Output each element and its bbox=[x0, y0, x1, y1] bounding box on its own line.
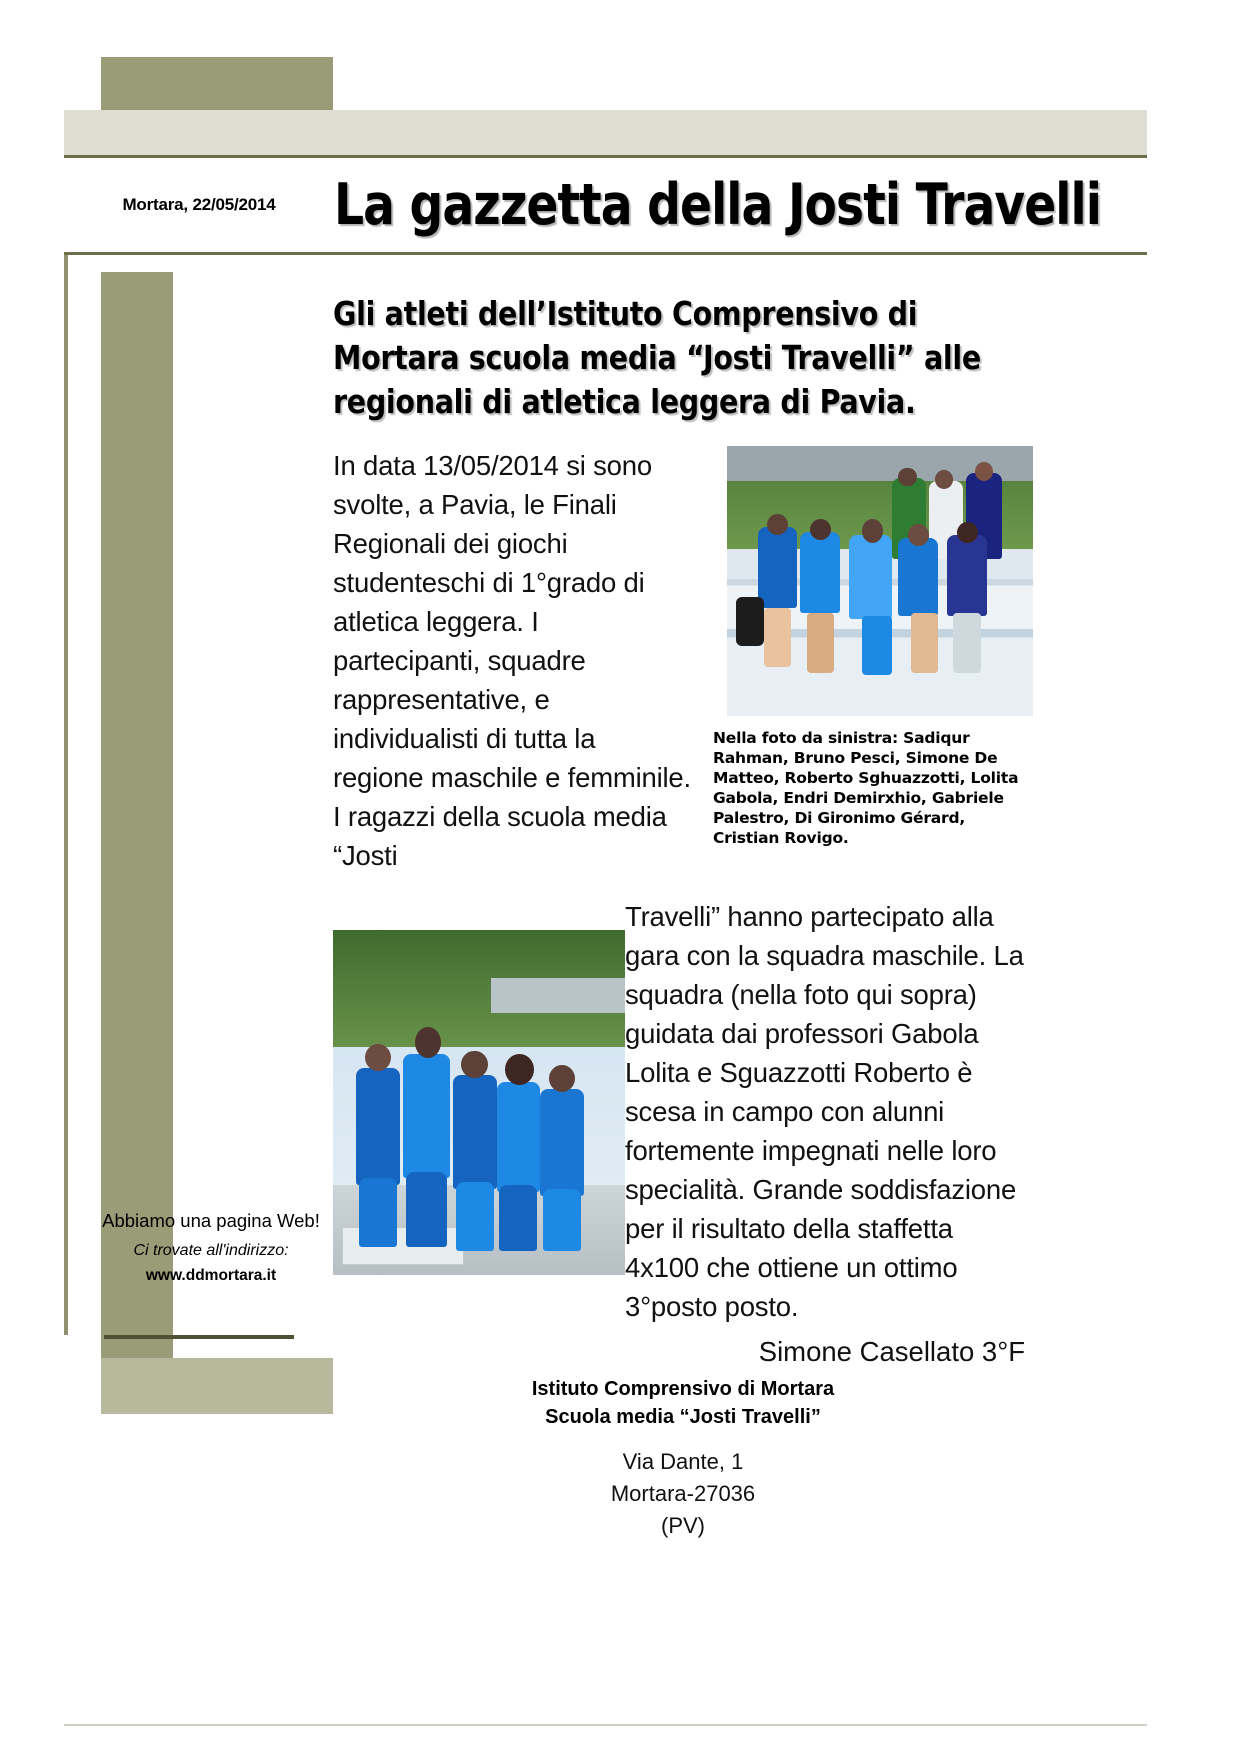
decor-bottom-rule bbox=[64, 1724, 1147, 1726]
footer-organization bbox=[333, 1375, 1033, 1431]
content-left-rule bbox=[64, 155, 68, 1335]
masthead bbox=[64, 155, 1147, 255]
article-byline: Simone Casellato 3°F bbox=[758, 1336, 1025, 1367]
footer-address bbox=[333, 1446, 1033, 1542]
web-promo-block bbox=[96, 1208, 326, 1287]
photo-one-caption: Nella foto da sinistra: Sadiqur Rahman, Bruno Pesci, Simone De Matteo, Roberto Sghuazzotti, Lolita Gabola, Endri Demirxhio, Gabriele Palestro, Di Gironimo Gérard, Cristian Rovigo. bbox=[713, 729, 1019, 847]
decor-block-bottom-left bbox=[101, 1358, 333, 1414]
footer-org-line-2: Scuola media “Josti Travelli” bbox=[545, 1406, 821, 1428]
footer-address-line-1: Via Dante, 1 bbox=[622, 1449, 744, 1474]
footer-address-line-2: Mortara-27036 bbox=[610, 1481, 756, 1506]
article-paragraph-two: Travelli” hanno partecipato alla gara con la squadra maschile. La squadra (nella foto qui sopra) guidata dai professori Gabola Lolita e Sguazzotti Roberto è scesa in campo con alunni fortemente impegnati nelle loro specialità. Grande soddisfazione per il risultato della staffetta 4x100 che ottiene un ottimo 3°posto posto. bbox=[625, 901, 1024, 1322]
team-photo-standing bbox=[333, 930, 625, 1275]
footer-org-line-1: Istituto Comprensivo di Mortara bbox=[531, 1378, 835, 1400]
web-promo-rule bbox=[104, 1335, 294, 1339]
team-photo-bleachers bbox=[727, 446, 1033, 716]
footer-address-line-3: (PV) bbox=[661, 1513, 705, 1538]
article-block-two bbox=[333, 897, 1033, 1371]
decor-band-header bbox=[64, 110, 1147, 156]
masthead-title: La gazzetta della Josti Travelli bbox=[334, 172, 1101, 238]
article-block-one bbox=[333, 446, 1033, 875]
web-promo-address[interactable]: www.ddmortara.it bbox=[145, 1267, 277, 1284]
decor-block-top-left bbox=[101, 57, 333, 114]
article-paragraph-one: In data 13/05/2014 si sono svolte, a Pavia, le Finali Regionali dei giochi studenteschi di 1°grado di atletica leggera. I partecipanti, squadre rappresentative, e individualisti di tutta la regione maschile e femminile. I ragazzi della scuola media “Josti bbox=[333, 450, 691, 871]
web-promo-heading: Abbiamo una pagina Web! bbox=[102, 1210, 320, 1231]
article-headline: Gli atleti dell’Istituto Comprensivo di Mortara scuola media “Josti Travelli” alle regionali di atletica leggera di Pavia. bbox=[333, 294, 981, 421]
web-promo-subtitle: Ci trovate all'indirizzo: bbox=[133, 1242, 289, 1259]
article-content bbox=[333, 292, 1033, 1371]
masthead-date: Mortara, 22/05/2014 bbox=[122, 195, 276, 214]
